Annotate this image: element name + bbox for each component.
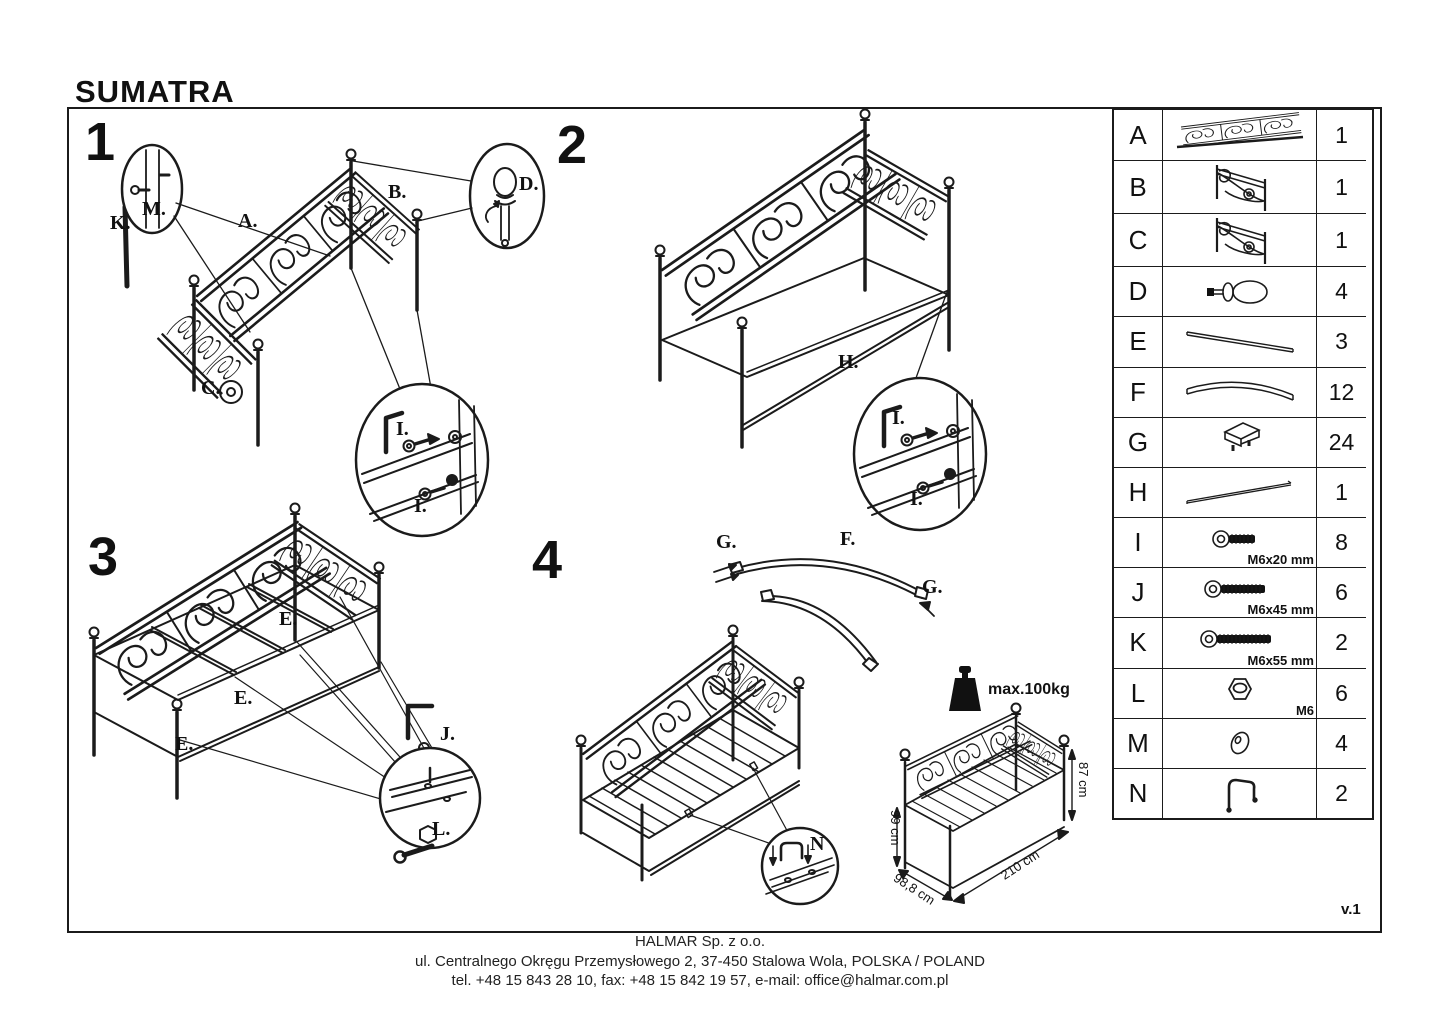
dimension-length: 210 cm [998,846,1042,883]
part-icon-slat-cap [1163,417,1316,467]
part-icon-curved-slat [1163,367,1316,417]
part-qty: 6 [1316,668,1366,718]
dimension-depth: 98,8 cm [890,870,938,908]
step1-drawing [122,144,544,536]
part-letter: N [1114,768,1163,818]
footer-company: HALMAR Sp. z o.o. [634,933,766,950]
parts-list-table [1112,108,1374,820]
label-part-j: J. [440,723,455,745]
label-part-e: E. [234,687,253,709]
step-3-number: 3 [88,527,119,587]
label-part-a: A. [238,210,258,232]
part-icon-side-rail [1163,467,1316,517]
part-letter: C [1114,213,1163,266]
part-qty: 2 [1316,617,1366,667]
part-qty: 4 [1316,718,1366,768]
part-qty: 1 [1316,467,1366,517]
footer [0,932,1400,991]
part-icon-side-panel [1163,213,1316,266]
part-qty: 12 [1316,367,1366,417]
label-part-k: K. [110,212,131,234]
part-icon-washer [1163,718,1316,768]
part-icon-bolt [1163,567,1316,617]
part-letter: B [1114,160,1163,213]
dimension-height-left: 99 cm [888,810,903,846]
part-letter: H [1114,467,1163,517]
version-label: v.1 [1341,901,1361,918]
part-qty: 4 [1316,266,1366,316]
label-part-n: N [810,833,825,855]
part-qty: 3 [1316,316,1366,366]
part-qty: 1 [1316,110,1366,160]
label-part-d: D. [519,173,539,195]
label-part-i: I. [910,488,923,510]
label-part-h: H. [838,351,859,373]
label-part-e: E. [279,608,298,630]
nut-size-label: M6 [1295,702,1314,718]
page-title: SUMATRA [75,74,235,109]
part-letter: G [1114,417,1163,467]
part-qty: 2 [1316,768,1366,818]
max-load-label: max.100kg [988,681,1070,698]
part-letter: L [1114,668,1163,718]
part-icon-side-panel [1163,160,1316,213]
label-part-e: E. [175,733,194,755]
label-part-i: I. [396,418,409,440]
part-icon-backrest-panel [1163,110,1316,160]
bolt-size-label: M6x45 mm [1247,602,1314,618]
part-letter: E [1114,316,1163,366]
step2-drawing [656,110,987,531]
part-qty: 8 [1316,517,1366,567]
part-letter: I [1114,517,1163,567]
part-icon-support-bar [1163,316,1316,366]
step-4-number: 4 [532,530,563,590]
bolt-size-label: M6x55 mm [1247,652,1314,668]
part-icon-bolt [1163,517,1316,567]
label-part-l: L. [432,818,451,840]
part-letter: F [1114,367,1163,417]
part-qty: 1 [1316,213,1366,266]
part-letter: J [1114,567,1163,617]
part-letter: A [1114,110,1163,160]
step4-drawing [577,559,1076,904]
label-part-i: I. [414,495,427,517]
dimension-height-right: 87 cm [1076,762,1091,798]
part-letter: K [1114,617,1163,667]
label-part-g: G. [922,576,943,598]
label-part-f: F. [840,528,856,550]
bolt-size-label: M6x20 mm [1247,552,1314,568]
footer-contact: tel. +48 15 843 28 10, fax: +48 15 842 19 57, e-mail: office@halmar.com.pl [451,972,949,989]
part-icon-finial-knob [1163,266,1316,316]
part-letter: M [1114,718,1163,768]
label-part-c: C. [201,377,221,399]
step-1-number: 1 [85,112,116,172]
step3-drawing [90,504,481,863]
label-part-b: B. [388,181,407,203]
label-part-m: M. [142,198,166,220]
part-qty: 1 [1316,160,1366,213]
part-qty: 24 [1316,417,1366,467]
label-part-g: G. [716,531,737,553]
part-icon-hex-nut [1163,668,1316,718]
part-qty: 6 [1316,567,1366,617]
part-icon-bolt [1163,617,1316,667]
footer-address: ul. Centralnego Okręgu Przemysłowego 2, 37-450 Stalowa Wola, POLSKA / POLAND [414,952,985,970]
label-part-i: I. [892,407,905,429]
part-icon-u-bracket [1163,768,1316,818]
step-2-number: 2 [557,115,588,175]
part-letter: D [1114,266,1163,316]
